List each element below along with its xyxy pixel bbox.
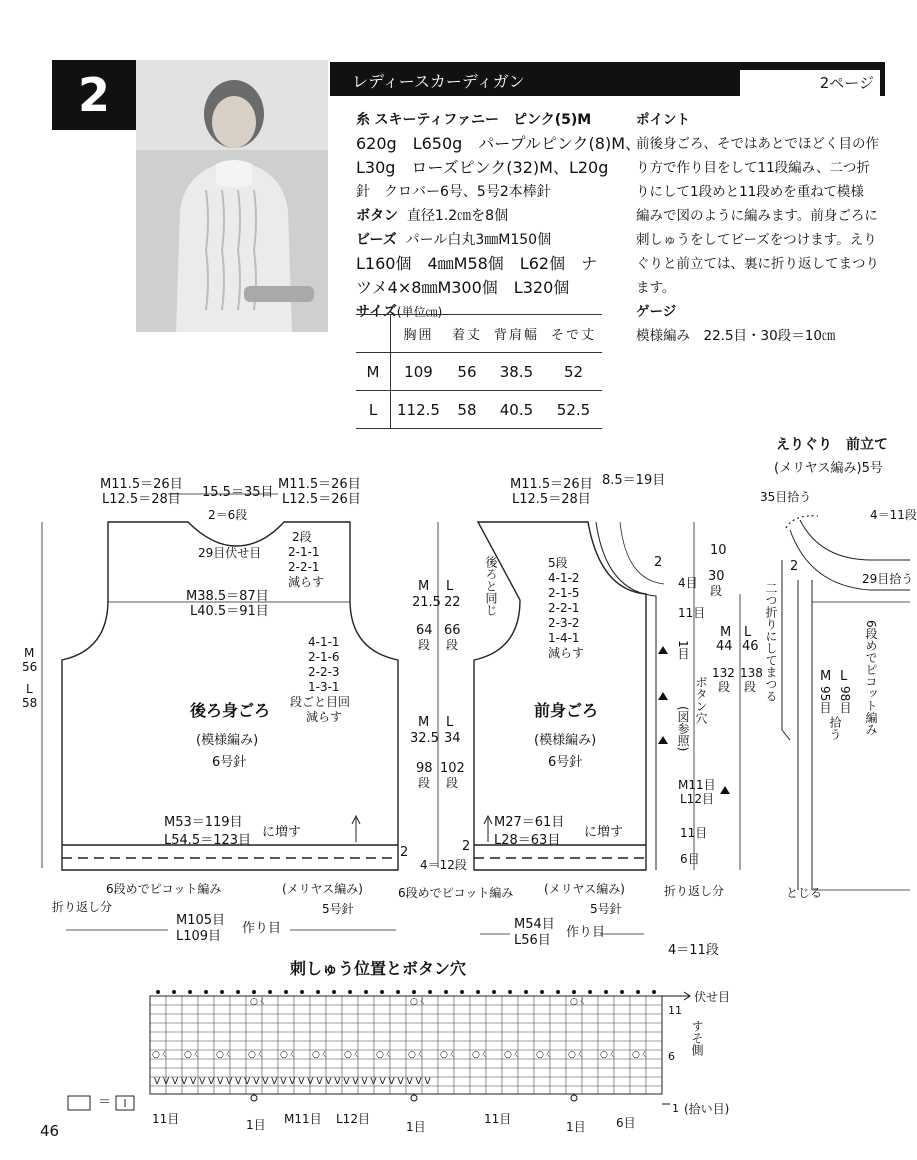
- front-right-label-5: 6目: [680, 852, 700, 866]
- back-stockinette: (メリヤス編み): [282, 882, 363, 896]
- collar-close: とじる: [786, 886, 823, 900]
- size-label: サイズ: [356, 304, 397, 320]
- gauge-text: 模様編み 22.5目・30段＝10㎝: [636, 328, 836, 344]
- svg-text:○ㄑ: ○ㄑ: [570, 997, 587, 1007]
- beads-line-2: L160個 4㎜M58個 L62個 ナ: [356, 254, 598, 273]
- pattern-title: レディースカーディガン: [352, 72, 525, 91]
- front-side-l: L: [744, 625, 752, 640]
- svg-text:○ㄑ: ○ㄑ: [250, 997, 267, 1007]
- back-height-l: L: [26, 682, 33, 696]
- collar-title: えりぐり 前立て: [776, 437, 888, 453]
- front-lower-m: M: [418, 715, 430, 730]
- front-dec-6: 1-4-1: [548, 631, 580, 645]
- front-side-l1: 46: [742, 639, 759, 654]
- back-fold: 折り返し分: [52, 900, 113, 914]
- front-side-m1: 44: [716, 639, 733, 654]
- back-arm-dec-5: 段ごと目回: [290, 695, 351, 709]
- back-arm-dec-2: 2-1-6: [308, 650, 340, 664]
- back-neck-dec-4: 減らす: [288, 575, 325, 589]
- chart-row-1: 1: [672, 1102, 679, 1115]
- front-right-label-1: 4目: [678, 576, 698, 590]
- front-m11: M11目: [678, 778, 716, 792]
- button-label: ボタン: [356, 208, 398, 224]
- back-top-right-m: M11.5＝26目: [278, 477, 361, 492]
- front-armhole-m2: 64: [416, 623, 433, 638]
- back-top-center: 15.5＝35目: [202, 485, 274, 500]
- point-label: ポイント: [636, 112, 690, 128]
- front-cast-m: M54目: [514, 917, 555, 932]
- svg-text:○ㄑ: ○ㄑ: [440, 1050, 457, 1060]
- back-hem-num: 2: [400, 845, 409, 860]
- front-inc-l: L28＝63目: [494, 833, 561, 848]
- front-dec-7: 減らす: [548, 646, 585, 660]
- point-line: りにして1段めと11段めを重ねて模様: [636, 184, 864, 200]
- size-header-length: 着丈: [446, 315, 488, 353]
- front-bottom-rows: 4＝11段: [668, 943, 719, 958]
- front-lower-l2: 102: [440, 761, 465, 776]
- back-cast-text: 作り目: [242, 921, 282, 936]
- collar-m-val: 95目: [818, 686, 832, 714]
- point-line: ぐりと前立ては、裏に折り返してまつり: [636, 256, 879, 272]
- front-dec-3: 2-1-5: [548, 586, 580, 600]
- front-dec-1: 5段: [548, 556, 568, 570]
- chart-side: すそ側: [690, 1020, 704, 1056]
- beads-line-3: ツメ4×8㎜M300個 L320個: [356, 278, 570, 297]
- svg-text:○ㄑ: ○ㄑ: [344, 1050, 361, 1060]
- front-right-label-2: 11目: [678, 606, 706, 620]
- size-row-label: M: [356, 353, 391, 391]
- needle-line: 針 クロバー6号、5号2本棒針: [356, 184, 551, 200]
- front-armhole-l1: 22: [444, 595, 461, 610]
- back-piece-name: 後ろ身ごろ: [190, 701, 271, 720]
- back-stitch: (模様編み): [196, 733, 259, 748]
- chart-bottom-label-8: 6目: [616, 1116, 636, 1130]
- front-cast-l: L56目: [514, 933, 551, 948]
- front-side-10: 10: [710, 543, 727, 558]
- front-armhole-m: M: [418, 579, 430, 594]
- front-lower-m2: 98: [416, 761, 433, 776]
- chart-legend-eq: ＝: [98, 1095, 112, 1110]
- front-dec-5: 2-3-2: [548, 616, 580, 630]
- svg-text:○ㄑ: ○ㄑ: [152, 1050, 169, 1060]
- chart-bottom-label-4: L12目: [336, 1112, 370, 1126]
- back-inc-l: L54.5＝123目: [164, 833, 252, 848]
- back-top-left-m: M11.5＝26目: [100, 477, 183, 492]
- chart-row-11: 11: [668, 1004, 682, 1017]
- collar-fold: 二つ折りにしてまつる: [764, 582, 778, 702]
- front-armhole-m1: 21.5: [412, 595, 441, 610]
- back-arm-dec-6: 減らす: [306, 710, 343, 724]
- collar-picot: 6段めでピコット編み: [864, 620, 878, 736]
- table-cell: 112.5: [391, 391, 446, 429]
- svg-text:○ㄑ: ○ㄑ: [408, 1050, 425, 1060]
- chart-bottom-label-1: 11目: [152, 1112, 180, 1126]
- chart-bottom-label-3: M11目: [284, 1112, 322, 1126]
- svg-text:○ㄑ: ○ㄑ: [632, 1050, 649, 1060]
- svg-text:○ㄑ: ○ㄑ: [248, 1050, 265, 1060]
- back-top-left-l: L12.5＝28目: [102, 492, 181, 507]
- front-side-m2: 132: [712, 666, 735, 680]
- collar-pick29: 29目拾う: [862, 572, 914, 586]
- svg-text:○ㄑ: ○ㄑ: [184, 1050, 201, 1060]
- collar-two: 2: [790, 559, 799, 574]
- collar-four: 4＝11段: [870, 508, 917, 522]
- table-cell: 56: [446, 353, 488, 391]
- svg-text:○ㄑ: ○ㄑ: [216, 1050, 233, 1060]
- table-cell: 38.5: [488, 353, 545, 391]
- front-side-unit-top: 段: [710, 584, 723, 598]
- front-side-unit-l: 段: [744, 680, 757, 694]
- back-arm-dec-4: 1-3-1: [308, 680, 340, 694]
- page-reference: 2ページ: [740, 70, 880, 96]
- point-line: ます。: [636, 280, 676, 296]
- chart-row-1-text: (拾い目): [684, 1102, 730, 1116]
- back-neck-bind: 29目伏せ目: [198, 546, 262, 560]
- table-cell: 40.5: [488, 391, 545, 429]
- front-dec-2: 4-1-2: [548, 571, 580, 585]
- back-chest-m: M38.5＝87目: [186, 589, 269, 604]
- svg-text:○ㄑ: ○ㄑ: [504, 1050, 521, 1060]
- svg-text:○ㄑ: ○ㄑ: [600, 1050, 617, 1060]
- front-top-m: M11.5＝26目: [510, 477, 593, 492]
- front-lower-unit-l: 段: [446, 776, 459, 790]
- point-line: 刺しゅうをしてビーズをつけます。えり: [636, 232, 877, 248]
- pattern-number: 2: [52, 60, 136, 130]
- point-line: 編みで図のように編みます。前身ごろに: [636, 208, 878, 224]
- front-stockinette: (メリヤス編み): [544, 882, 625, 896]
- front-inc-m: M27＝61目: [494, 815, 565, 830]
- chart-bottom-label-6: 11目: [484, 1112, 512, 1126]
- front-right-label-3: 1目: [676, 640, 690, 660]
- table-cell: 109: [391, 353, 446, 391]
- point-line: 前後身ごろ、そではあとでほどく目の作: [636, 136, 879, 152]
- front-needle: 6号針: [548, 755, 583, 770]
- back-neck-dec-2: 2-1-1: [288, 545, 320, 559]
- front-piece-name: 前身ごろ: [534, 701, 599, 720]
- size-header-sleeve: そで丈: [545, 315, 602, 353]
- front-picot: 6段めでピコット編み: [398, 886, 514, 900]
- beads-line-1: パール白丸3㎜M150個: [405, 232, 552, 248]
- collar-pick: 拾う: [828, 716, 842, 740]
- front-hem-rows: 4＝12段: [420, 858, 467, 872]
- front-buttonhole: ボタン穴: [694, 676, 708, 724]
- front-right-label-4: 11目: [680, 826, 708, 840]
- front-inc-text: に増す: [584, 825, 624, 840]
- svg-text:○ㄑ: ○ㄑ: [280, 1050, 297, 1060]
- yarn-line-1: スキーティファニー ピンク(5)M: [374, 112, 592, 128]
- front-lower-m1: 32.5: [410, 731, 439, 746]
- back-chest-l: L40.5＝91目: [190, 604, 269, 619]
- front-side-m: M: [720, 625, 732, 640]
- svg-text:○ㄑ: ○ㄑ: [376, 1050, 393, 1060]
- front-fold: 折り返し分: [664, 884, 725, 898]
- back-needle5: 5号針: [322, 902, 354, 916]
- back-arm-dec-1: 4-1-1: [308, 635, 340, 649]
- table-cell: 52.5: [545, 391, 602, 429]
- back-needle: 6号針: [212, 755, 247, 770]
- back-neck-depth: 2＝6段: [208, 508, 248, 522]
- size-row-label: L: [356, 391, 391, 429]
- front-top-right: 8.5＝19目: [602, 473, 666, 488]
- button-text: 直径1.2㎝を8個: [406, 208, 509, 224]
- chart-title: 刺しゅう位置とボタン穴: [290, 959, 467, 978]
- front-cast-text: 作り目: [566, 925, 606, 940]
- chart-bind-off: 伏せ目: [694, 990, 731, 1004]
- front-same-as-back: 後ろと同じ: [484, 556, 498, 616]
- front-dec-4: 2-2-1: [548, 601, 580, 615]
- front-lower-l1: 34: [444, 731, 461, 746]
- front-side-l2: 138: [740, 666, 763, 680]
- table-cell: 52: [545, 353, 602, 391]
- point-line: り方で作り目をして11段編み、二つ折: [636, 160, 870, 176]
- chart-bottom-label-5: 1目: [406, 1120, 426, 1134]
- back-arm-dec-3: 2-2-3: [308, 665, 340, 679]
- page-number: 46: [40, 1122, 60, 1140]
- front-neck-num: 2: [654, 555, 663, 570]
- back-cast-l: L109目: [176, 929, 222, 944]
- collar-l: L: [840, 669, 848, 684]
- front-armhole-unit-m: 段: [418, 638, 431, 652]
- front-top-l: L12.5＝28目: [512, 492, 591, 507]
- front-armhole-unit-l: 段: [446, 638, 459, 652]
- back-height-m-val: 56: [22, 660, 38, 674]
- collar-m: M: [820, 669, 832, 684]
- back-height-m: M: [24, 646, 35, 660]
- collar-pick35: 35目拾う: [760, 490, 812, 504]
- front-see-fig: (図参照): [676, 706, 690, 752]
- yarn-label: 糸: [356, 112, 370, 128]
- front-lower-unit-m: 段: [418, 776, 431, 790]
- chart-bottom-label-7: 1目: [566, 1120, 586, 1134]
- back-height-l-val: 58: [22, 696, 38, 710]
- svg-text:○ㄑ: ○ㄑ: [410, 997, 427, 1007]
- back-cast-m: M105目: [176, 913, 226, 928]
- front-hem-left: 2: [462, 839, 471, 854]
- svg-text:○ㄑ: ○ㄑ: [312, 1050, 329, 1060]
- front-armhole-l: L: [446, 579, 454, 594]
- size-header-chest: 胸囲: [391, 315, 446, 353]
- back-picot: 6段めでピコット編み: [106, 882, 222, 896]
- front-stitch: (模様編み): [534, 733, 597, 748]
- svg-text:○ㄑ: ○ㄑ: [536, 1050, 553, 1060]
- back-inc-m: M53＝119目: [164, 815, 243, 830]
- svg-text:○ㄑ: ○ㄑ: [568, 1050, 585, 1060]
- back-inc-text: に増す: [262, 825, 302, 840]
- collar-l-val: 98目: [838, 686, 852, 714]
- beads-label: ビーズ: [356, 232, 397, 248]
- size-header-shoulder: 背肩幅: [488, 315, 545, 353]
- svg-text:V V V V V V V V V V: V V V V V V V V V V V V V V V V V V V V V V V V V V V V V V V: [154, 1077, 431, 1087]
- back-neck-dec-1: 2段: [292, 530, 312, 544]
- collar-subtitle: (メリヤス編み)5号: [774, 461, 883, 476]
- front-side-unit-m: 段: [718, 680, 731, 694]
- table-cell: 58: [446, 391, 488, 429]
- back-top-right-l: L12.5＝26目: [282, 492, 361, 507]
- front-side-30: 30: [708, 569, 725, 584]
- yarn-line-2: 620g L650g パープルピンク(8)M、: [356, 134, 642, 153]
- chart-row-6: 6: [668, 1050, 675, 1063]
- front-needle5: 5号針: [590, 902, 622, 916]
- size-unit: (単位㎝): [396, 305, 443, 319]
- chart-bottom-label-2: 1目: [246, 1118, 266, 1132]
- yarn-line-3: L30g ローズピンク(32)M、L20g: [356, 158, 609, 177]
- front-armhole-l2: 66: [444, 623, 461, 638]
- front-lower-l: L: [446, 715, 454, 730]
- gauge-label: ゲージ: [636, 304, 677, 320]
- svg-text:○ㄑ: ○ㄑ: [472, 1050, 489, 1060]
- front-l12: L12目: [680, 792, 714, 806]
- back-neck-dec-3: 2-2-1: [288, 560, 320, 574]
